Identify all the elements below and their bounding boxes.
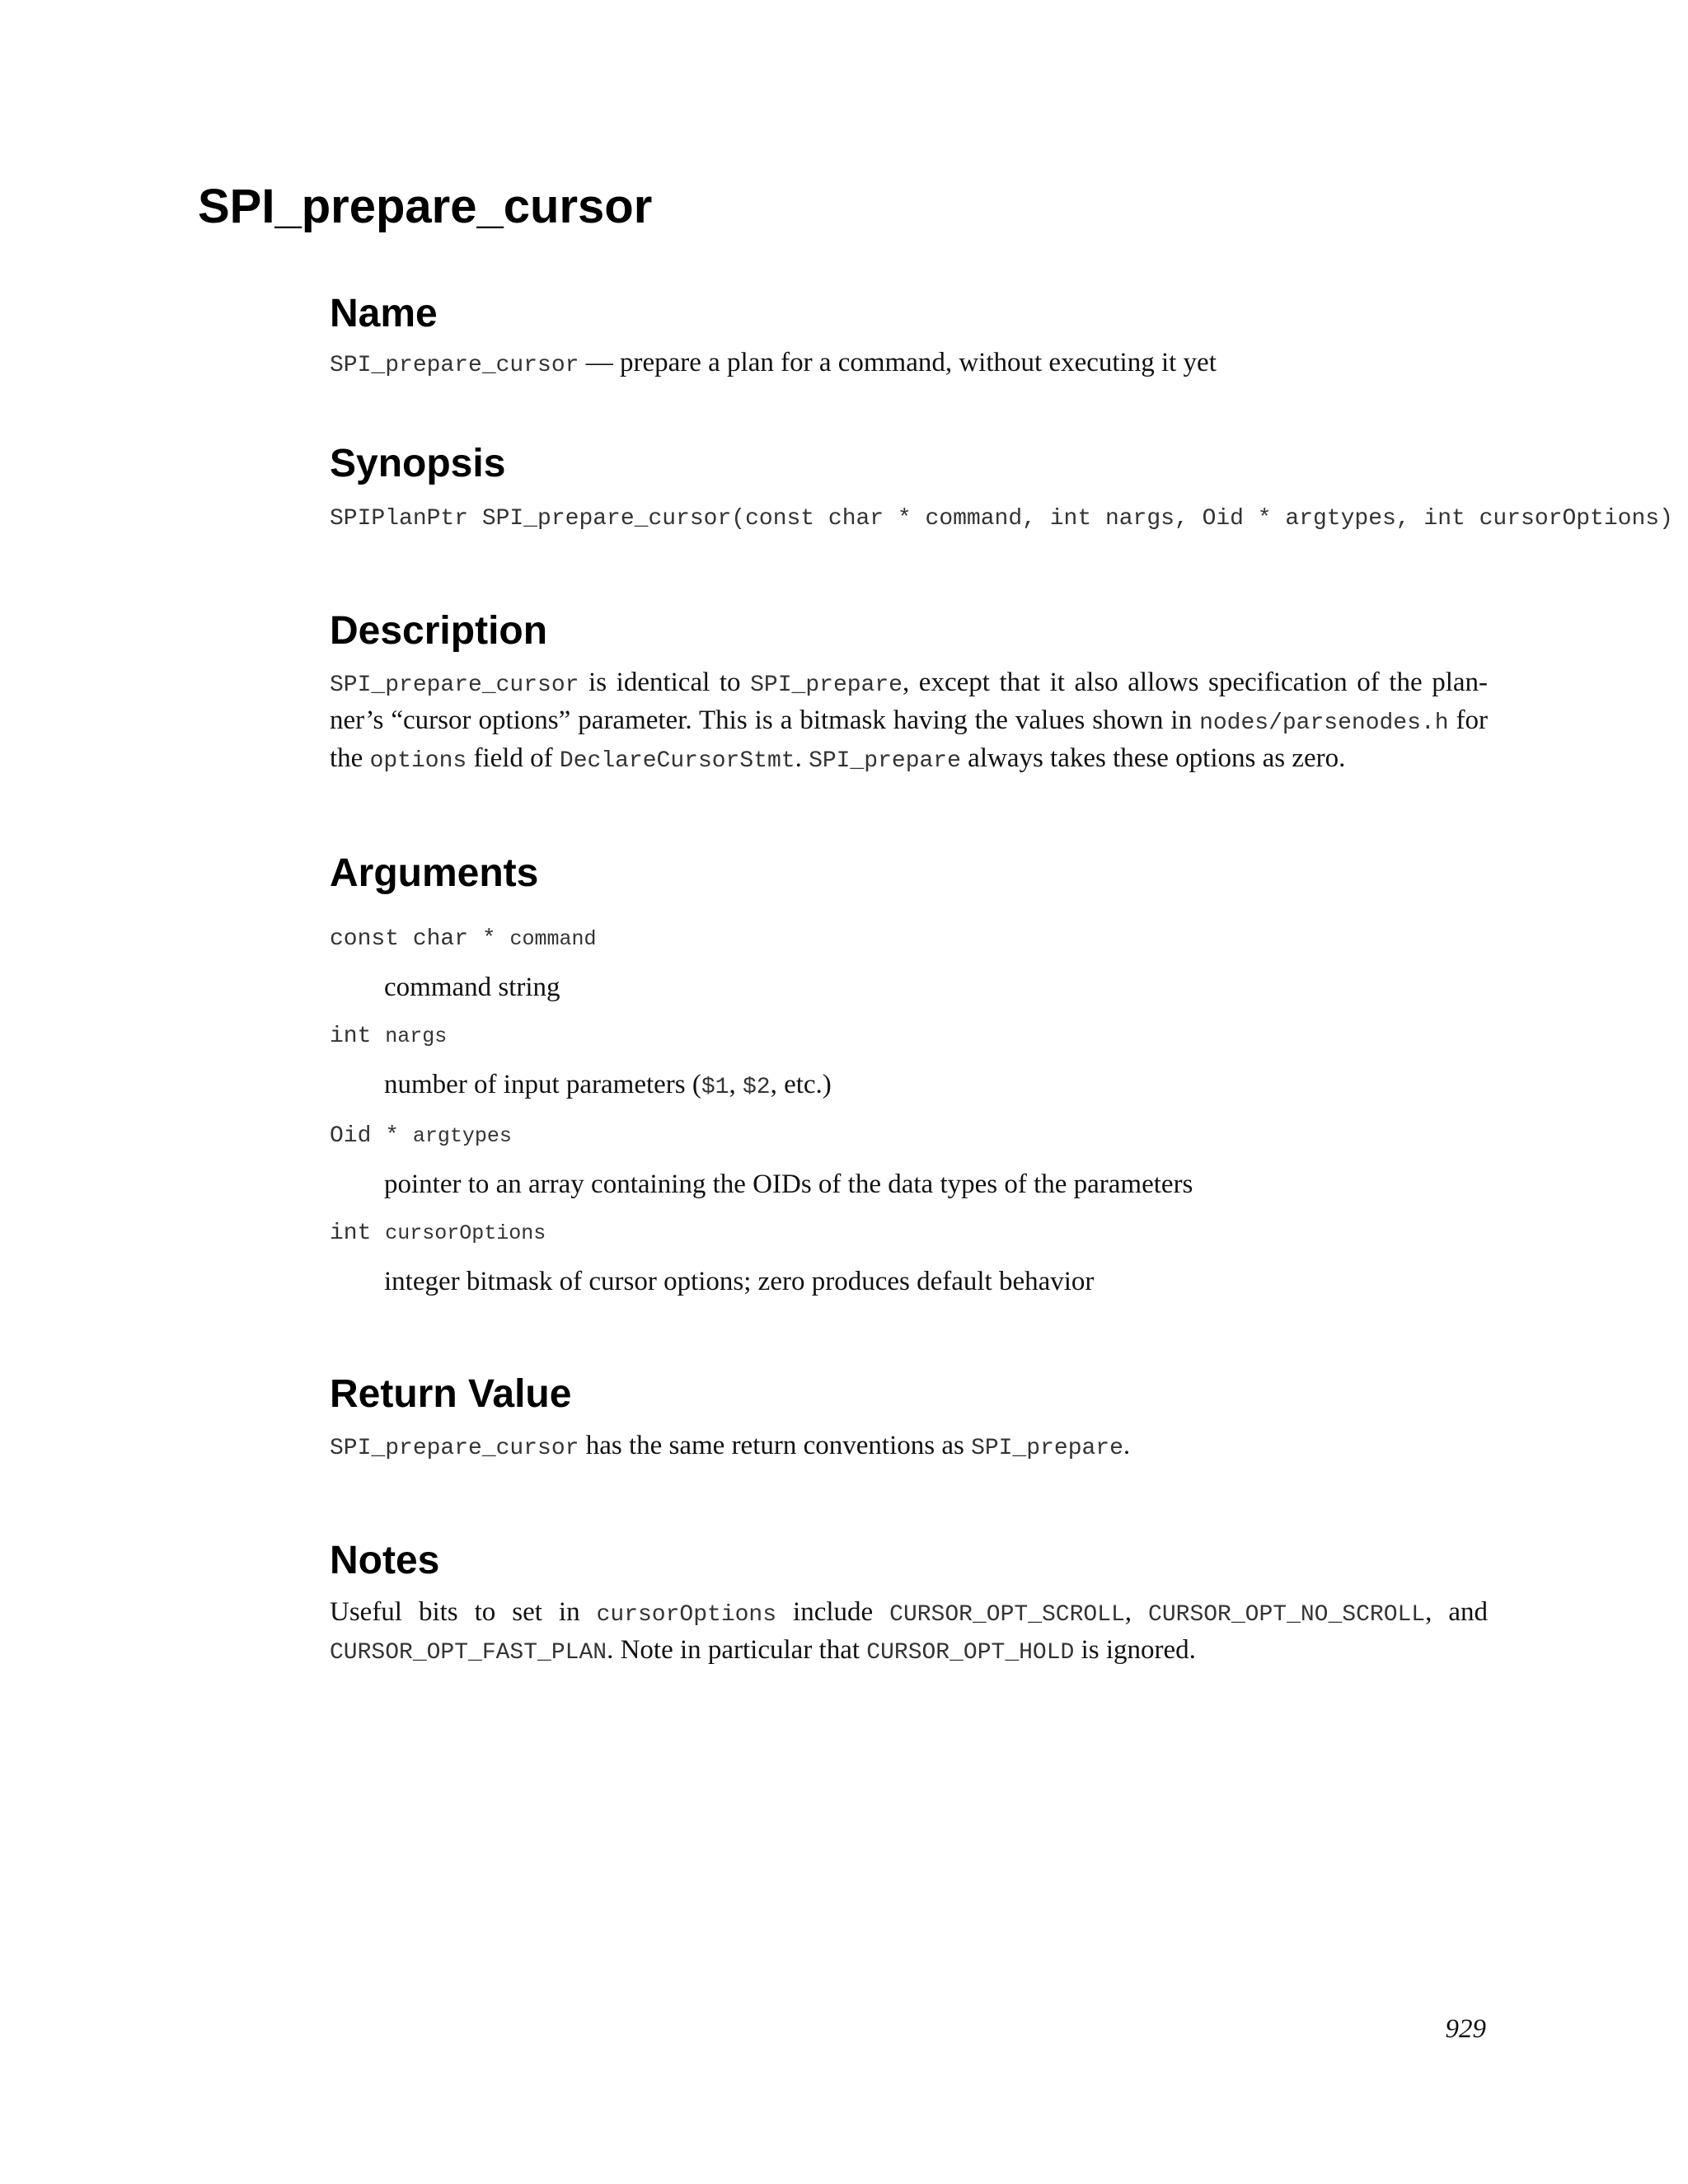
description-text-2: , except that it also allows specification of the plan-ner’s “cursor options” parameter. This is a bitmask having the values shown in xyxy=(330,667,1488,735)
name-paragraph xyxy=(330,345,1488,383)
return-text-1: has the same return conventions as xyxy=(579,1430,972,1460)
return-heading: Return Value xyxy=(330,1372,572,1417)
notes-code-3: CURSOR_OPT_NO_SCROLL xyxy=(1148,1601,1426,1628)
notes-paragraph xyxy=(330,1595,1488,1671)
name-description: — prepare a plan for a command, without executing it yet xyxy=(579,347,1217,377)
notes-text-1: Useful bits to set in xyxy=(330,1596,597,1627)
name-function: SPI_prepare_cursor xyxy=(330,352,579,378)
argument-description xyxy=(330,1067,1488,1105)
page-number: 929 xyxy=(1445,2014,1486,2044)
description-text-4: field of xyxy=(467,743,560,773)
argument-type: int xyxy=(330,1221,386,1247)
description-text-1: is identical to xyxy=(579,667,751,697)
description-func: SPI_prepare_cursor xyxy=(330,672,579,698)
argument-desc-text: , etc.) xyxy=(770,1070,832,1100)
description-code-1: SPI_prepare xyxy=(750,672,903,698)
description-code-2: nodes/parsenodes.h xyxy=(1199,710,1449,736)
notes-text-2: include xyxy=(776,1596,890,1627)
content xyxy=(330,290,1673,1671)
page-title: SPI_prepare_cursor xyxy=(198,180,653,233)
argument-type: Oid * xyxy=(330,1123,413,1150)
argument-description: command string xyxy=(384,972,560,1003)
argument-description: integer bitmask of cursor options; zero produces default behavior xyxy=(384,1267,1095,1297)
argument-desc-code: $1 xyxy=(701,1075,729,1101)
notes-code-2: CURSOR_OPT_SCROLL xyxy=(889,1601,1125,1628)
return-code-1: SPI_prepare xyxy=(971,1435,1123,1461)
notes-code-4: CURSOR_OPT_FAST_PLAN xyxy=(330,1639,607,1666)
notes-heading: Notes xyxy=(330,1538,440,1582)
notes-text-5: . Note in particular that xyxy=(607,1634,867,1665)
description-code-5: SPI_prepare xyxy=(809,748,961,774)
notes-code-5: CURSOR_OPT_HOLD xyxy=(866,1639,1075,1666)
notes-text-3: , xyxy=(1124,1596,1149,1627)
description-code-3: options xyxy=(369,748,467,774)
argument-name: cursorOptions xyxy=(385,1221,546,1246)
notes-code-1: cursorOptions xyxy=(596,1601,777,1628)
description-text-5: . xyxy=(795,743,809,773)
synopsis-code: SPIPlanPtr SPI_prepare_cursor(const char * command, int nargs, Oid * argtypes, int cursorOptions) xyxy=(330,506,1673,532)
notes-text-4: , and xyxy=(1425,1596,1488,1627)
return-text-2: . xyxy=(1123,1430,1131,1460)
return-paragraph xyxy=(330,1428,1488,1466)
arguments-list xyxy=(330,921,1488,1300)
description-text-3: for the xyxy=(330,705,1488,773)
argument-name: nargs xyxy=(385,1024,448,1049)
return-func: SPI_prepare_cursor xyxy=(330,1435,579,1461)
synopsis-heading: Synopsis xyxy=(330,441,506,485)
argument-description: pointer to an array containing the OIDs of the data types of the parameters xyxy=(384,1169,1193,1200)
arguments-heading: Arguments xyxy=(330,851,539,895)
argument-term xyxy=(330,1019,1488,1054)
argument-name: argtypes xyxy=(412,1124,512,1149)
description-paragraph xyxy=(330,665,1488,779)
argument-desc-text: , xyxy=(729,1070,743,1100)
description-code-4: DeclareCursorStmt xyxy=(559,748,795,774)
notes-text-6: is ignored. xyxy=(1074,1634,1196,1665)
argument-term xyxy=(330,1118,1488,1154)
argument-term xyxy=(330,1216,1488,1251)
name-heading: Name xyxy=(330,292,438,335)
argument-type: const char * xyxy=(330,926,510,953)
argument-desc-code: $2 xyxy=(742,1075,771,1101)
description-text-6: always takes these options as zero. xyxy=(960,743,1346,773)
argument-name: command xyxy=(509,927,597,952)
description-heading: Description xyxy=(330,609,548,654)
argument-term xyxy=(330,921,1488,957)
argument-desc-text: number of input parameters ( xyxy=(384,1070,701,1100)
argument-type: int xyxy=(330,1024,386,1050)
